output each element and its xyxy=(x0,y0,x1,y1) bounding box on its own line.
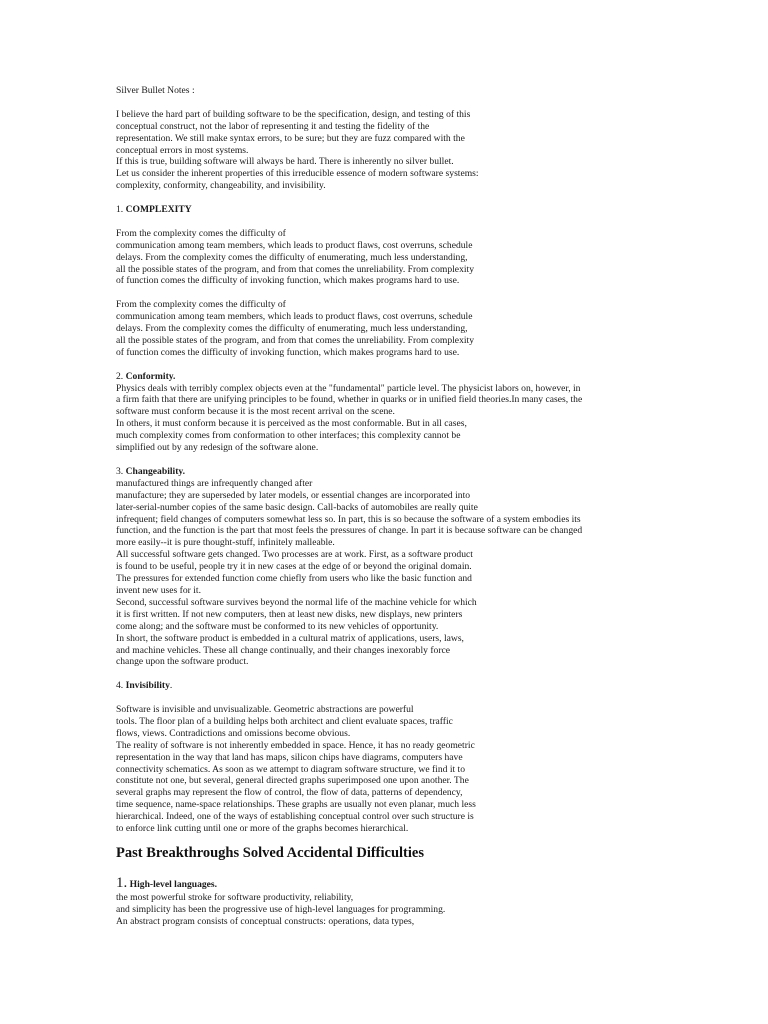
complexity-paragraph-1 xyxy=(116,228,656,288)
section-heading-complexity xyxy=(116,204,656,216)
text-line: manufactured things are infrequently changed after xyxy=(116,477,313,489)
section-heading-changeability xyxy=(116,466,656,478)
text-line: come along; and the software must be conformed to its new vehicles of opportunity. xyxy=(116,620,439,632)
text-line: delays. From the complexity comes the difficulty of enumerating, much less understanding, xyxy=(116,251,468,263)
text-line: simplified out by any redesign of the software alone. xyxy=(116,442,319,454)
text-line: In short, the software product is embedded in a cultural matrix of applications, users, laws, xyxy=(116,632,464,644)
text-line: delays. From the complexity comes the difficulty of enumerating, much less understanding, xyxy=(116,323,468,335)
text-line: If this is true, building software will always be hard. There is inherently no silver bullet. xyxy=(116,156,454,168)
text-line: a firm faith that there are unifying principles to be found, whether in quarks or in unified field theories.In many cases, the xyxy=(116,394,583,406)
section-number: 3. xyxy=(116,465,124,477)
text-line: complexity, conformity, changeability, and invisibility. xyxy=(116,180,326,192)
text-line: it is first written. If not new computers, then at least new disks, new displays, new printers xyxy=(116,608,463,620)
text-line: hierarchical. Indeed, one of the ways of establishing conceptual control over such structure is xyxy=(116,811,474,823)
text-line: time sequence, name-space relationships. These graphs are usually not even planar, much less xyxy=(116,799,476,811)
section-number: 1. xyxy=(116,874,128,891)
document-page xyxy=(116,85,656,928)
text-line: function, and the function is the part that most feels the pressures of change. In part it is because software can be changed xyxy=(116,525,583,537)
conformity-paragraph xyxy=(116,383,656,454)
text-line: Let us consider the inherent properties of this irreducible essence of modern software systems: xyxy=(116,168,479,180)
text-line: is found to be useful, people try it in new cases at the edge of or beyond the original domain. xyxy=(116,561,472,573)
intro-paragraph xyxy=(116,109,656,192)
text-line: and simplicity has been the progressive use of high-level languages for programming. xyxy=(116,903,446,915)
text-line: communication among team members, which leads to product flaws, cost overruns, schedule xyxy=(116,239,473,251)
invisibility-paragraph xyxy=(116,704,656,835)
section-name: High-level languages. xyxy=(129,878,218,890)
text-line: all the possible states of the program, and from that comes the unreliability. From complexity xyxy=(116,334,474,346)
text-line: Software is invisible and unvisualizable. Geometric abstractions are powerful xyxy=(116,704,414,715)
text-line: In others, it must conform because it is perceived as the most conformable. But in all cases, xyxy=(116,418,467,430)
text-line: constitute not one, but several, general directed graphs superimposed one upon another. The xyxy=(116,775,469,787)
text-line: connectivity schematics. As soon as we attempt to diagram software structure, we find it to xyxy=(116,763,466,775)
text-line: representation. We still make syntax errors, to be sure; but they are fuzz compared with the xyxy=(116,132,465,144)
text-line: The pressures for extended function come chiefly from users who like the basic function and xyxy=(116,573,472,585)
text-line: All successful software gets changed. Two processes are at work. First, as a software product xyxy=(116,549,473,561)
complexity-paragraph-2 xyxy=(116,299,656,359)
text-line: communication among team members, which leads to product flaws, cost overruns, schedule xyxy=(116,311,473,323)
changeability-paragraph xyxy=(116,478,656,669)
section-heading-high-level-languages xyxy=(116,876,656,892)
section-name: Changeability. xyxy=(125,465,186,477)
text-line: tools. The floor plan of a building helps both architect and client evaluate spaces, traffic xyxy=(116,715,453,727)
text-line: software must conform because it is the most recent arrival on the scene. xyxy=(116,406,395,418)
text-line: manufacture; they are superseded by later models, or essential changes are incorporated into xyxy=(116,489,471,501)
section-heading-conformity xyxy=(116,371,656,383)
text-line: several graphs may represent the flow of control, the flow of data, patterns of dependency, xyxy=(116,787,463,799)
section-heading-invisibility xyxy=(116,680,656,692)
text-line: I believe the hard part of building software to be the specification, design, and testing of this xyxy=(116,108,471,120)
text-line: to enforce link cutting until one or more of the graphs becomes hierarchical. xyxy=(116,823,409,835)
section-number: 4. xyxy=(116,680,124,692)
text-line: infrequent; field changes of computers somewhat less so. In part, this is so because the software of a system embodies its xyxy=(116,513,581,525)
text-line: all the possible states of the program, and from that comes the unreliability. From complexity xyxy=(116,263,474,275)
high-level-languages-paragraph xyxy=(116,892,656,928)
text-line: conceptual errors in most systems. xyxy=(116,144,249,156)
section-number: 2. xyxy=(116,370,124,382)
text-line: change upon the software product. xyxy=(116,656,249,668)
text-line: and machine vehicles. These all change continually, and their changes inexorably force xyxy=(116,644,451,656)
breakthroughs-heading: Past Breakthroughs Solved Accidental Difficulties xyxy=(116,844,424,861)
doc-title: Silver Bullet Notes : xyxy=(116,85,195,96)
section-number: 1. xyxy=(116,204,124,216)
section-name: Invisibility xyxy=(125,680,170,692)
text-line: flows, views. Contradictions and omissions become obvious. xyxy=(116,727,351,739)
text-line: the most powerful stroke for software productivity, reliability, xyxy=(116,891,354,903)
text-line: invent new uses for it. xyxy=(116,584,201,596)
text-line: Physics deals with terribly complex objects even at the "fundamental" particle level. The physicist labors on, however, in xyxy=(116,382,581,394)
text-line: From the complexity comes the difficulty of xyxy=(116,227,286,239)
text-line: conceptual construct, not the labor of representing it and testing the fidelity of the xyxy=(116,120,430,132)
text-line: An abstract program consists of conceptual constructs: operations, data types, xyxy=(116,915,415,927)
text-line: The reality of software is not inherently embedded in space. Hence, it has no ready geometric xyxy=(116,739,475,751)
text-line: of function comes the difficulty of invoking function, which makes programs hard to use. xyxy=(116,275,460,287)
text-line: more easily--it is pure thought-stuff, infinitely malleable. xyxy=(116,537,335,549)
text-line: From the complexity comes the difficulty of xyxy=(116,299,286,311)
text-line: Second, successful software survives beyond the normal life of the machine vehicle for which xyxy=(116,596,477,608)
text-line: much complexity comes from conformation to other interfaces; this complexity cannot be xyxy=(116,430,461,442)
section-name: Conformity. xyxy=(125,370,176,382)
text-line: later-serial-number copies of the same basic design. Call-backs of automobiles are really quite xyxy=(116,501,478,513)
section-name-suffix: . xyxy=(169,680,173,692)
section-name: COMPLEXITY xyxy=(125,204,192,216)
text-line: representation in the way that land has maps, silicon chips have diagrams, computers have xyxy=(116,751,463,763)
text-line: of function comes the difficulty of invoking function, which makes programs hard to use. xyxy=(116,346,460,358)
